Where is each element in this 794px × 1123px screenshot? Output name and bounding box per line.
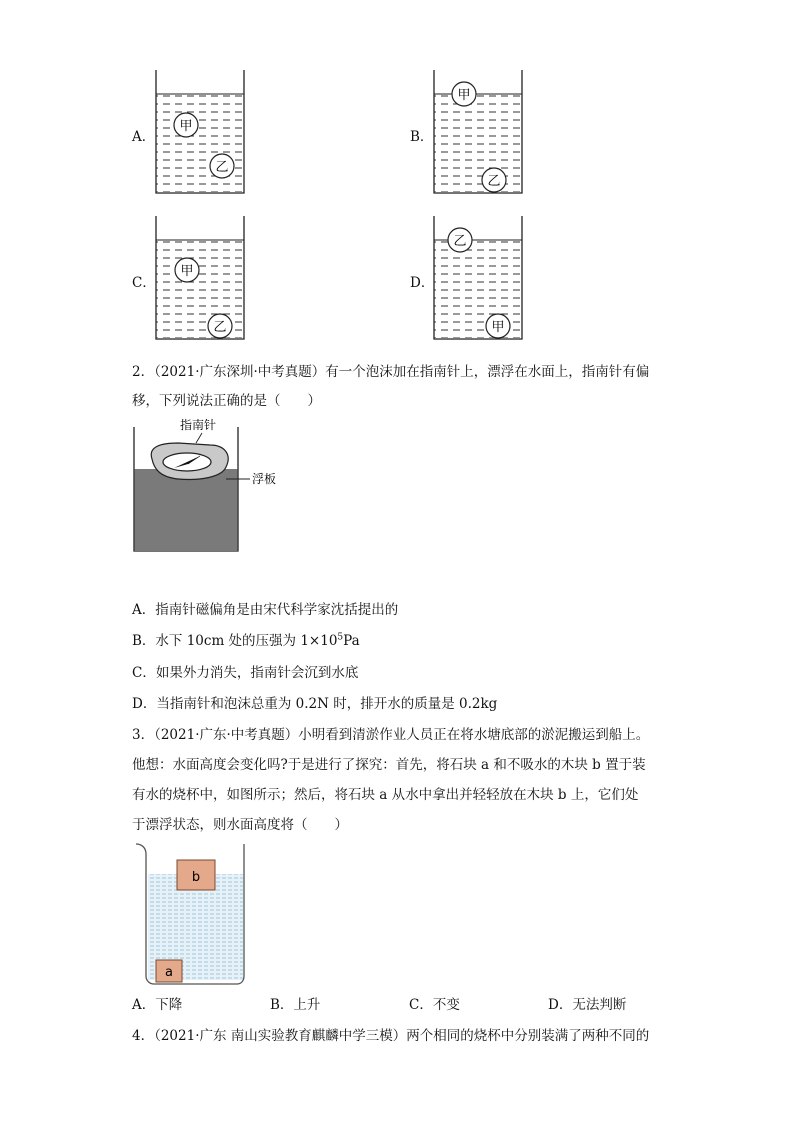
q3-beaker-figure[interactable] <box>132 840 252 990</box>
q2-stem-line-2: 移，下列说法正确的是（ ） <box>132 393 321 409</box>
ball-label: 乙 <box>453 234 467 249</box>
q3-stem-line-3: 有水的烧杯中，如图所示；然后，将石块 a 从水中拿出并轻轻放在木块 b 上，它们处 <box>132 787 639 803</box>
q3-option-c[interactable]: C．不变 <box>409 997 460 1013</box>
q1-option-a-letter: A． <box>132 129 156 145</box>
q2-option-d[interactable]: D．当指南针和泡沫总重为 0.2N 时，排开水的质量是 0.2kg <box>132 696 498 712</box>
q2-option-b[interactable] <box>132 629 360 649</box>
q1-option-b-letter: B． <box>410 129 434 145</box>
q2-compass-figure[interactable] <box>130 415 290 555</box>
ball-label: 甲 <box>457 88 471 103</box>
q3-option-b[interactable]: B．上升 <box>270 997 321 1013</box>
board-label: 浮板 <box>252 472 277 486</box>
q1-option-c-letter: C． <box>132 275 156 291</box>
q3-stem-line-4: 于漂浮状态，则水面高度将（ ） <box>132 817 348 833</box>
q1-option-b-beaker[interactable] <box>428 68 528 198</box>
ball-label: 乙 <box>487 174 501 189</box>
compass-label: 指南针 <box>180 418 217 432</box>
q2-option-b-unit: Pa <box>343 633 360 649</box>
q1-option-d-letter: D． <box>410 275 435 291</box>
q2-option-a[interactable]: A．指南针磁偏角是由宋代科学家沈括提出的 <box>132 602 399 618</box>
q3-option-d[interactable]: D．无法判断 <box>548 997 627 1013</box>
water <box>156 94 244 192</box>
stone-a-label: a <box>165 965 173 980</box>
q1-option-a-beaker[interactable] <box>150 68 250 198</box>
ball-label: 甲 <box>491 320 505 335</box>
ball-label: 乙 <box>215 160 229 175</box>
q3-stem-line-1: 3．（2021·广东·中考真题）小明看到清淤作业人员正在将水塘底部的淤泥搬运到船上。 <box>132 727 650 743</box>
ball-label: 乙 <box>213 320 227 335</box>
q3-stem-line-2: 他想：水面高度会变化吗?于是进行了探究：首先，将石块 a 和不吸水的木块 b 置于装 <box>132 757 646 773</box>
q2-option-c[interactable]: C．如果外力消失，指南针会沉到水底 <box>132 665 359 681</box>
q2-option-b-exponent: 5 <box>337 632 344 643</box>
water <box>135 469 238 551</box>
q4-stem-line-1: 4．（2021·广东 南山实验教育麒麟中学三模）两个相同的烧杯中分别装满了两种不同的 <box>132 1028 650 1044</box>
ball-label: 甲 <box>179 119 193 134</box>
block-b-label: b <box>191 870 201 885</box>
ball-label: 甲 <box>180 264 194 279</box>
water <box>434 94 522 192</box>
q3-option-a[interactable]: A．下降 <box>132 997 183 1013</box>
q2-stem-line-1: 2．（2021·广东深圳·中考真题）有一个泡沫加在指南针上，漂浮在水面上，指南针有偏 <box>132 364 650 380</box>
q1-option-d-beaker[interactable] <box>428 214 528 344</box>
q1-option-c-beaker[interactable] <box>150 214 250 344</box>
q2-option-b-text: B．水下 10cm 处的压强为 1×10 <box>132 633 338 649</box>
